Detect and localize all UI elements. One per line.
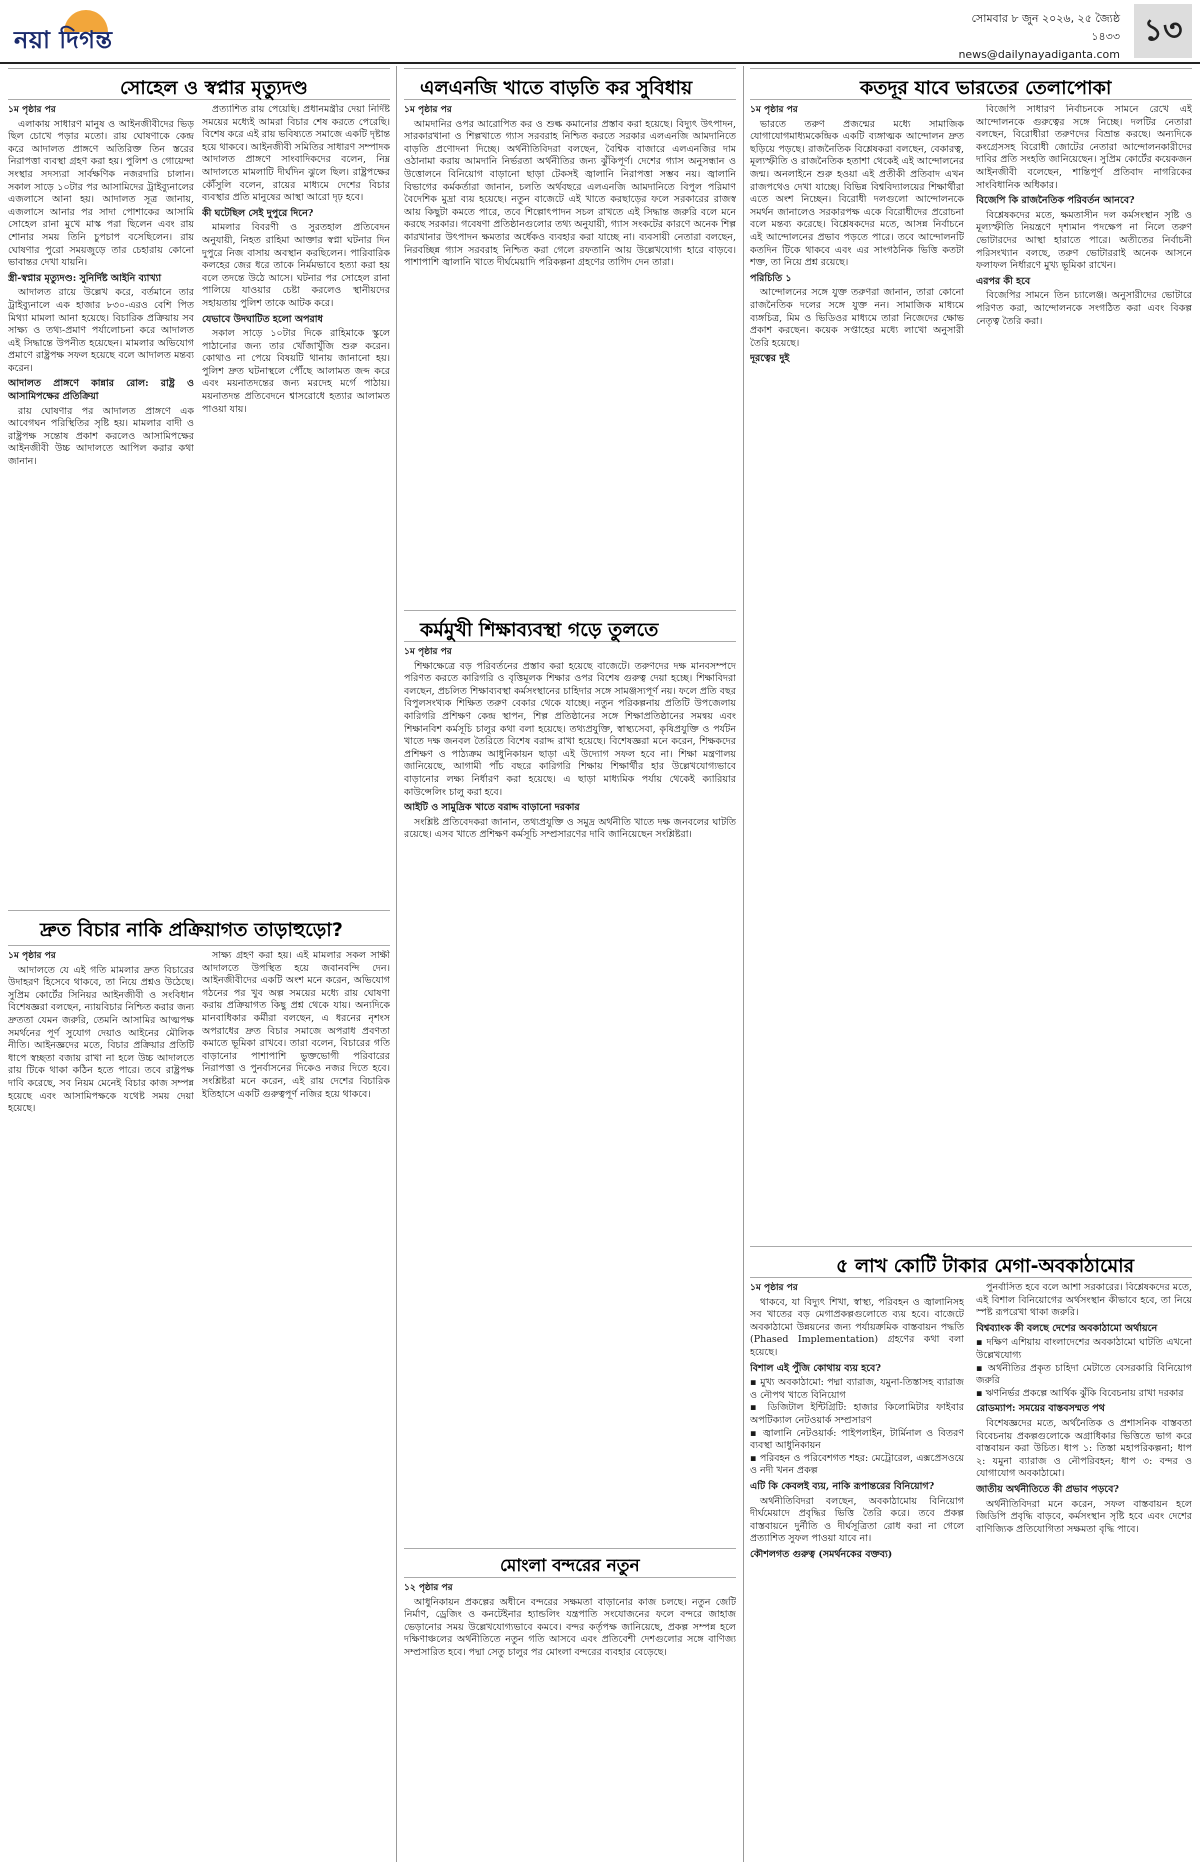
- subheading: এটি কি কেবলই ব্যয়, নাকি রূপান্তরের বিনিয়োগ?: [750, 1480, 935, 1492]
- article-body: অর্থনীতিবিদরা মনে করেন, সফল বাস্তবায়ন হলে জিডিপি প্রবৃদ্ধি বাড়বে, কর্মসংস্থান সৃষ্টি হবে এবং দেশের বাণিজ্যিক প্রতিযোগিতা সক্ষমতা বৃদ্ধি পাবে।: [976, 1498, 1192, 1535]
- headline-sohel: সোহেল ও স্বপ্নার মৃত্যুদণ্ড: [120, 77, 308, 99]
- email-link[interactable]: news@dailynayadiganta.com: [958, 48, 1120, 61]
- article-sohel-col2: [202, 104, 390, 906]
- headline-edu: কর্মমুখী শিক্ষাব্যবস্থা গড়ে তুলতে: [420, 619, 659, 641]
- article-body: এলাকায় সাধারণ মানুষ ও আইনজীবীদের ভিড় ছিল চোখে পড়ার মতো। রায় ঘোষণাকে কেন্দ্র করে আদালত প্রাঙ্গণে অতিরিক্ত তিন স্তরের নিরাপত্তা ব্যবস্থা গ্রহণ করা হয়। পুলিশ ও গোয়েন্দা সংস্থার সদস্যরা সার্বক্ষণিক নজরদারি চালান। সকাল সাড়ে ১০টার পর আসামিদের ট্রাইব্যুনালের এজলাসে আনা হয়। আদালত সূত্র জানায়, এজলাসে আনার পর সাদা পোশাকের আসামি সোহেল রানা মুখে মাস্ক পরা ছিলেন এবং রায় শোনার সময় তিনি চুপচাপ বসেছিলেন। রায় ঘোষণার পুরো সময়জুড়ে তার চেহারায় কোনো ভাবান্তর দেখা যায়নি।: [8, 118, 194, 269]
- article-body: থাকবে, যা বিদ্যুৎ শিখা, স্বাস্থ্য, পরিবহন ও জ্বালানিসহ সব খাতের বড় মেগাপ্রকল্পগুলোতে ব্যয় হবে। বাজেটে অবকাঠামো উন্নয়নের জন্য পর্যায়ক্রমিক বাস্তবায়ন পদ্ধতি (Phased Implementation) গ্রহণের কথা বলা হয়েছে।: [750, 1296, 964, 1358]
- article-body: রায় ঘোষণার পর আদালত প্রাঙ্গণে এক আবেগঘন পরিস্থিতির সৃষ্টি হয়। মামলার বাদী ও রাষ্ট্রপক্ষ সন্তোষ প্রকাশ করলেও আসামিপক্ষের আইনজীবী উচ্চ আদালতে আপিল করার কথা জানান।: [8, 405, 194, 468]
- headline-lng: এলএনজি খাতে বাড়তি কর সুবিধায়: [420, 77, 693, 99]
- masthead-meta: [940, 10, 1120, 64]
- jump-label: ১ম পৃষ্ঠার পর: [750, 1283, 798, 1293]
- article-budget-col1: [750, 1282, 964, 1860]
- article-body: আমদানির ওপর আরোপিত কর ও শুল্ক কমানোর প্রস্তাব করা হয়েছে। বিদ্যুৎ উৎপাদন, সারকারখানা ও শিল্পখাতে গ্যাস সরবরাহ নিশ্চিত করতে সরকার এলএনজি আমদানিতে বাড়তি প্রণোদনা দিচ্ছে। অর্থনীতিবিদরা বলছেন, বৈশ্বিক বাজারে এলএনজির দাম ওঠানামা করায় আমদানি নির্ভরতা অর্থনীতির জন্য ঝুঁকিপূর্ণ। দেশের গ্যাস অনুসন্ধান ও উত্তোলনে বিনিয়োগ বাড়ানো ছাড়া টেকসই জ্বালানি নিরাপত্তা সম্ভব নয়। জ্বালানি বিভাগের কর্মকর্তারা জানান, চলতি অর্থবছরে এলএনজি আমদানিতে বিপুল পরিমাণ বৈদেশিক মুদ্রা ব্যয় হয়েছে। নতুন বাজেটে এই খাতে করছাড়ের ফলে সরকারের রাজস্ব আয় কিছুটা কমতে পারে, তবে শিল্পোৎপাদন সচল রাখতে এই সিদ্ধান্ত জরুরি বলে মনে করছে সরকার। গবেষণা প্রতিষ্ঠানগুলোর তথ্য অনুযায়ী, গ্যাস সংকটের কারণে অনেক শিল্প কারখানার উৎপাদন ক্ষমতার অর্ধেকও ব্যবহার করা যাচ্ছে না। ব্যবসায়ী নেতারা বলছেন, নিরবচ্ছিন্ন গ্যাস সরবরাহ নিশ্চিত করা গেলে রফতানি আয় উল্লেখযোগ্য হারে বাড়বে। পাশাপাশি জ্বালানি খাতে দীর্ঘমেয়াদি পরিকল্পনা গ্রহণের তাগিদ দেন তারা।: [404, 118, 736, 269]
- article-body: বিশেষজ্ঞদের মতে, অর্থনৈতিক ও প্রশাসনিক বাস্তবতা বিবেচনায় প্রকল্পগুলোকে অগ্রাধিকার ভিত্তিতে ভাগ করে বাস্তবায়ন করা উচিত। ধাপ ১: তিস্তা মহাপরিকল্পনা; ধাপ ২: যমুনা ব্যারাজ ও নৌপরিবহন; ধাপ ৩: বন্দর ও যোগাযোগ অবকাঠামো।: [976, 1417, 1192, 1480]
- jump-label: ১ম পৃষ্ঠার পর: [750, 105, 798, 115]
- article-body: আদালত রায়ে উল্লেখ করে, বর্তমানে তার ট্রাইব্যুনালে এক হাজার ৮৩০-এরও বেশি পিত মিথ্যা মামলা আনা হয়েছে। বিচারিক প্রক্রিয়ায় সব সাক্ষ্য ও তথ্য-প্রমাণ পর্যালোচনা করে আদালত এই সিদ্ধান্তে উপনীত হয়েছেন। মামলার অভিযোগ প্রমাণে রাষ্ট্রপক্ষ সফল হয়েছে বলে আদালত মন্তব্য করেন।: [8, 287, 194, 374]
- article-body: সকাল সাড়ে ১০টার দিকে রাহিমাকে স্কুলে পাঠানোর জন্য তার খোঁজাখুঁজি শুরু করেন। কোথাও না পেয়ে বিষয়টি থানায় জানানো হয়। পুলিশ দ্রুত ঘটনাস্থলে পৌঁছে আলামত জব্দ করে এবং ময়নাতদন্তের জন্য মরদেহ মর্গে পাঠায়। ময়নাতদন্ত প্রতিবেদনে শ্বাসরোধে হত্যার আলামত পাওয়া যায়।: [202, 328, 390, 415]
- list-item: ▪ দক্ষিণ এশিয়ায় বাংলাদেশের অবকাঠামো ঘাটতি এখনো উল্লেখযোগ্য: [976, 1337, 1192, 1362]
- article-mongla: [404, 1582, 736, 1860]
- article-body: বিশ্লেষকদের মতে, ক্ষমতাসীন দল কর্মসংস্থান সৃষ্টি ও মূল্যস্ফীতি নিয়ন্ত্রণে দৃশ্যমান পদক্ষেপ না নিলে তরুণ ভোটারদের আস্থা হারাতে পারে। অতীতের নির্বাচনী পরিসংখ্যান বলছে, তরুণ ভোটাররাই অনেক আসনে ফলাফল নির্ধারণে মুখ্য ভূমিকা রাখেন।: [976, 209, 1192, 272]
- column-rule: [396, 66, 397, 1862]
- headline-trial: দ্রুত বিচার নাকি প্রক্রিয়াগত তাড়াহুড়ো?: [40, 919, 343, 941]
- article-budget-col2: [976, 1282, 1192, 1860]
- subheading: রোডম্যাপ: সময়ের বাস্তবসম্মত পথ: [976, 1403, 1105, 1415]
- article-body: আধুনিকায়ন প্রকল্পের অধীনে বন্দরের সক্ষমতা বাড়ানোর কাজ চলছে। নতুন জেটি নির্মাণ, ড্রেজিং ও কনটেইনার হ্যান্ডলিং যন্ত্রপাতি সংযোজনের ফলে বন্দরে জাহাজ ভেড়ানোর সময় উল্লেখযোগ্যভাবে কমবে। বন্দর কর্তৃপক্ষ জানিয়েছে, প্রকল্প সম্পন্ন হলে দক্ষিণাঞ্চলের অর্থনীতিতে নতুন গতি আসবে এবং প্রতিবেশী দেশগুলোর সঙ্গে বাণিজ্য সম্প্রসারিত হবে। পদ্মা সেতু চালুর পর মোংলা বন্দরের ব্যবহার বেড়েছে।: [404, 1596, 736, 1658]
- subheading: কী ঘটেছিল সেই দুপুরে দিনে?: [202, 207, 314, 219]
- list-item: ▪ পরিবহন ও পরিবেশগত শহর: মেট্রোরেল, এক্সপ্রেসওয়ে ও নদী খনন প্রকল্প: [750, 1453, 964, 1478]
- masthead: [0, 0, 1200, 64]
- jump-label: ১ম পৃষ্ঠার পর: [404, 105, 452, 115]
- article-body: প্রত্যাশিত রায় পেয়েছি। প্রধানমন্ত্রীর দেয়া নির্দিষ্ট সময়ের মধ্যেই আমরা বিচার শেষ করতে পেরেছি। বিশেষ করে এই রায় ভবিষ্যতে সমাজে একটি দৃষ্টান্ত হয়ে থাকবে। আইনজীবী সমিতির সাধারণ সম্পাদক আদালত প্রাঙ্গণে সাংবাদিকদের বলেন, নিম্ন আদালতে মামলাটি দীর্ঘদিন ঝুলে ছিল। রাষ্ট্রপক্ষের কৌঁসুলি বলেন, রায়ের মাধ্যমে দেশের বিচার ব্যবস্থার প্রতি মানুষের আস্থা আরো দৃঢ় হবে।: [202, 104, 390, 204]
- jump-label: ১ম পৃষ্ঠার পর: [8, 951, 56, 961]
- list-item: ▪ জ্বালানি নেটওয়ার্ক: পাইপলাইন, টার্মিনাল ও বিতরণ ব্যবস্থা আধুনিকায়ন: [750, 1428, 964, 1453]
- subheading: বিজেপি কি রাজনৈতিক পরিবর্তন আনবে?: [976, 195, 1135, 207]
- article-oil-col2: [976, 104, 1192, 1240]
- jump-label: ১ম পৃষ্ঠার পর: [404, 647, 452, 657]
- newspaper-logo: [14, 8, 174, 54]
- article-sohel-col1: [8, 104, 194, 906]
- article-body: পুনর্বাসিত হবে বলে আশা সরকারের। বিশ্লেষকদের মতে, এই বিশাল বিনিয়োগের অর্থসংস্থান কীভাবে হবে, তা নিয়ে স্পষ্ট রূপরেখা থাকা জরুরি।: [976, 1282, 1192, 1319]
- article-oil-col1: [750, 104, 964, 1240]
- article-edu: [404, 646, 736, 1240]
- subheading: বিশ্বব্যাংক কী বলছে দেশের অবকাঠামো অর্থায়নে: [976, 1322, 1158, 1334]
- article-trial-col2: [202, 950, 390, 1860]
- subheading: আদালত প্রাঙ্গণে কান্নার রোল: রাষ্ট্র ও আসামিপক্ষের প্রতিক্রিয়া: [8, 378, 194, 403]
- subheading: দূরত্বের দুই: [750, 353, 790, 365]
- list-item: ▪ ঋণনির্ভর প্রকল্পে আর্থিক ঝুঁকি বিবেচনায় রাখা দরকার: [976, 1388, 1192, 1401]
- article-body: ভারতে তরুণ প্রজন্মের মধ্যে সামাজিক যোগাযোগমাধ্যমকেন্দ্রিক একটি ব্যঙ্গাত্মক আন্দোলন দ্রুত ছড়িয়ে পড়ছে। রাজনৈতিক বিশ্লেষকরা বলছেন, বেকারত্ব, মূল্যস্ফীতি ও রাজনৈতিক হতাশা থেকেই এই আন্দোলনের জন্ম। অনলাইনে শুরু হওয়া এই প্রতীকী প্রতিবাদ এখন রাজপথেও দেখা যাচ্ছে। বিভিন্ন বিশ্ববিদ্যালয়ের শিক্ষার্থীরা এতে অংশ নিচ্ছেন। বিরোধী দলগুলো আন্দোলনকে সমর্থন জানালেও সরকারপক্ষ একে বিরোধীদের প্ররোচনা বলে মন্তব্য করেছে। বিশ্লেষকদের মতে, আসন্ন নির্বাচনে এই আন্দোলনের প্রভাব পড়তে পারে। তবে আন্দোলনটি কতদিন টিকে থাকবে এবং এর সাংগঠনিক ভিত্তি কতটা শক্ত, তা নিয়ে প্রশ্ন রয়েছে।: [750, 118, 964, 269]
- subheading: বিশাল এই পুঁজি কোথায় ব্যয় হবে?: [750, 1362, 881, 1374]
- jump-label: ১২ পৃষ্ঠার পর: [404, 1583, 453, 1593]
- jump-label: ১ম পৃষ্ঠার পর: [8, 105, 56, 115]
- article-body: বিজেপির সামনে তিন চ্যালেঞ্জ। অনুসারীদের ভোটারে পরিণত করা, আন্দোলনকে সংগঠিত করা এবং বিকল্প নেতৃত্ব তৈরি করা।: [976, 290, 1192, 327]
- subheading: কৌশলগত গুরুত্ব (সমর্থনকের বক্তব্য): [750, 1548, 893, 1560]
- column-rule: [743, 66, 744, 1862]
- logo-text: নয়া দিগন্ত: [14, 26, 113, 54]
- article-body: আন্দোলনের সঙ্গে যুক্ত তরুণরা জানান, তারা কোনো রাজনৈতিক দলের সঙ্গে যুক্ত নন। সামাজিক মাধ্যমে ব্যঙ্গচিত্র, মিম ও ভিডিওর মাধ্যমে তারা নিজেদের ক্ষোভ প্রকাশ করছেন। কয়েক সপ্তাহের মধ্যে লাখো অনুসারী তৈরি হয়েছে।: [750, 287, 964, 349]
- subheading: স্ত্রী-স্বপ্নার মৃত্যুদণ্ড: সুনির্দিষ্ট আইনি ব্যাখ্যা: [8, 272, 162, 284]
- subheading: যেভাবে উদঘাটিত হলো অপরাধ: [202, 313, 323, 325]
- headline-oil: কতদূর যাবে ভারতের তেলাপোকা: [860, 77, 1112, 99]
- article-body: মামলার বিবরণী ও সুরতহাল প্রতিবেদন অনুযায়ী, নিহত রাহিমা আক্তার স্বপ্না ঘটনার দিন দুপুরে নিজ বাসায় অবস্থান করছিলেন। পারিবারিক কলহের জের ধরে তাকে নির্মমভাবে হত্যা করা হয় বলে তদন্তে উঠে আসে। ঘটনার পর সোহেল রানা পালিয়ে যাওয়ার চেষ্টা করলেও স্থানীয়দের সহায়তায় পুলিশ তাকে আটক করে।: [202, 222, 390, 309]
- article-trial-col1: [8, 950, 194, 1860]
- article-lng: [404, 104, 736, 604]
- article-body: আদালতে যে এই গতি মামলার দ্রুত বিচারের উদাহরণ হিসেবে থাকবে, তা নিয়ে প্রশ্নও উঠেছে। সুপ্রিম কোর্টের সিনিয়র আইনজীবী ও সংবিধান বিশেষজ্ঞরা বলছেন, ন্যায়বিচার নিশ্চিত করার জন্য দ্রুততা যেমন জরুরি, তেমনি আসামির আত্মপক্ষ সমর্থনের পূর্ণ সুযোগ দেয়াও আইনের মৌলিক নীতি। আইনজ্ঞদের মতে, বিচার প্রক্রিয়ার প্রতিটি ধাপে স্বচ্ছতা বজায় রাখা না হলে উচ্চ আদালতে রায় টিকে থাকা কঠিন হতে পারে। তবে রাষ্ট্রপক্ষ দাবি করেছে, সব নিয়ম মেনেই বিচার কাজ সম্পন্ন হয়েছে এবং আসামিপক্ষকে যথেষ্ট সময় দেয়া হয়েছে।: [8, 964, 194, 1115]
- list-item: ▪ অর্থনীতির প্রকৃত চাহিদা মেটাতে বেসরকারি বিনিয়োগ জরুরি: [976, 1363, 1192, 1388]
- page-number: ১৩: [1134, 4, 1192, 58]
- date-line: সোমবার ৮ জুন ২০২৬, ২৫ জ্যৈষ্ঠ ১৪৩৩: [971, 12, 1120, 43]
- headline-mongla: মোংলা বন্দরের নতুন: [500, 1556, 640, 1576]
- subheading: জাতীয় অর্থনীতিতে কী প্রভাব পড়বে?: [976, 1483, 1119, 1495]
- article-body: সংশ্লিষ্ট প্রতিবেদকরা জানান, তথ্যপ্রযুক্তি ও সমুদ্র অর্থনীতি খাতে দক্ষ জনবলের ঘাটতি রয়েছে। এসব খাতে প্রশিক্ষণ কর্মসূচি সম্প্রসারণের দাবি জানিয়েছেন সংশ্লিষ্টরা।: [404, 816, 736, 841]
- subheading: পরিচিতি ১: [750, 272, 792, 284]
- subheading: এরপর কী হবে: [976, 275, 1031, 287]
- headline-budget: ৫ লাখ কোটি টাকার মেগা-অবকাঠামোর: [836, 1255, 1135, 1277]
- article-body: সাক্ষ্য গ্রহণ করা হয়। এই মামলার সকল সাক্ষী আদালতে উপস্থিত হয়ে জবানবন্দি দেন। আইনজীবীদের একটি অংশ মনে করেন, অভিযোগ গঠনের পর খুব অল্প সময়ের মধ্যে রায় ঘোষণা করায় প্রক্রিয়াগত কিছু প্রশ্ন থেকে যায়। অন্যদিকে মানবাধিকার কর্মীরা বলছেন, এ ধরনের নৃশংস অপরাধের দ্রুত বিচার সমাজে অপরাধ প্রবণতা কমাতে ভূমিকা রাখবে। তারা বলেন, বিচারের গতি বাড়ানোর পাশাপাশি ভুক্তভোগী পরিবারের নিরাপত্তা ও পুনর্বাসনের দিকেও নজর দিতে হবে। সংশ্লিষ্টরা মনে করেন, এই রায় দেশের বিচারিক ইতিহাসে একটি গুরুত্বপূর্ণ নজির হয়ে থাকবে।: [202, 950, 390, 1100]
- article-body: অর্থনীতিবিদরা বলছেন, অবকাঠামোয় বিনিয়োগ দীর্ঘমেয়াদে প্রবৃদ্ধির ভিত্তি তৈরি করে। তবে প্রকল্প বাস্তবায়নে দুর্নীতি ও দীর্ঘসূত্রিতা রোধ করা না গেলে প্রত্যাশিত সুফল পাওয়া যাবে না।: [750, 1495, 964, 1545]
- article-body: শিক্ষাক্ষেত্রে বড় পরিবর্তনের প্রস্তাব করা হয়েছে বাজেটে। তরুণদের দক্ষ মানবসম্পদে পরিণত করতে কারিগরি ও বৃত্তিমূলক শিক্ষার ওপর বিশেষ গুরুত্ব দেয়া হচ্ছে। শিক্ষাবিদরা বলছেন, প্রচলিত শিক্ষাব্যবস্থা কর্মসংস্থানের চাহিদার সঙ্গে সামঞ্জস্যপূর্ণ নয়। ফলে প্রতি বছর বিপুলসংখ্যক শিক্ষিত তরুণ বেকার থেকে যাচ্ছে। নতুন পরিকল্পনায় প্রতিটি উপজেলায় কারিগরি প্রশিক্ষণ কেন্দ্র স্থাপন, শিল্প প্রতিষ্ঠানের সঙ্গে শিক্ষাপ্রতিষ্ঠানের সমন্বয় এবং শিক্ষানবিশ কর্মসূচি চালুর কথা বলা হয়েছে। তথ্যপ্রযুক্তি, স্বাস্থ্যসেবা, কৃষিপ্রযুক্তি ও পর্যটন খাতে দক্ষ জনবল তৈরিতে বিশেষ বরাদ্দ রাখা হয়েছে। বিশেষজ্ঞরা মনে করেন, শিক্ষকদের প্রশিক্ষণ ও পাঠ্যক্রম আধুনিকায়ন ছাড়া এই উদ্যোগ সফল হবে না। শিক্ষা মন্ত্রণালয় জানিয়েছে, আগামী পাঁচ বছরে কারিগরি শিক্ষায় শিক্ষার্থীর হার উল্লেখযোগ্যভাবে বাড়ানোর লক্ষ্য নির্ধারণ করা হয়েছে। এ ছাড়া মাধ্যমিক পর্যায় থেকেই ক্যারিয়ার কাউন্সেলিং চালু করা হবে।: [404, 660, 736, 798]
- subheading: আইটি ও সামুদ্রিক খাতে বরাদ্দ বাড়ানো দরকার: [404, 802, 580, 814]
- article-body: বিজেপি সাধারণ নির্বাচনকে সামনে রেখে এই আন্দোলনকে গুরুত্বের সঙ্গে নিচ্ছে। দলটির নেতারা বলছেন, বিরোধীরা তরুণদের বিভ্রান্ত করছে। অন্যদিকে কংগ্রেসসহ বিরোধী জোটের নেতারা আন্দোলনকারীদের দাবির প্রতি সংহতি জানিয়েছেন। সুপ্রিম কোর্টের কয়েকজন আইনজীবী বলেছেন, শান্তিপূর্ণ প্রতিবাদ নাগরিকের সাংবিধানিক অধিকার।: [976, 104, 1192, 191]
- list-item: ▪ মুখ্য অবকাঠামো: পদ্মা ব্যারাজ, যমুনা-তিস্তাসহ ব্যারাজ ও নৌপথ খাতে বিনিয়োগ: [750, 1377, 964, 1402]
- list-item: ▪ ডিজিটাল ইন্টিগ্রিটি: হাজার কিলোমিটার ফাইবার অপটিক্যাল নেটওয়ার্ক সম্প্রসারণ: [750, 1402, 964, 1427]
